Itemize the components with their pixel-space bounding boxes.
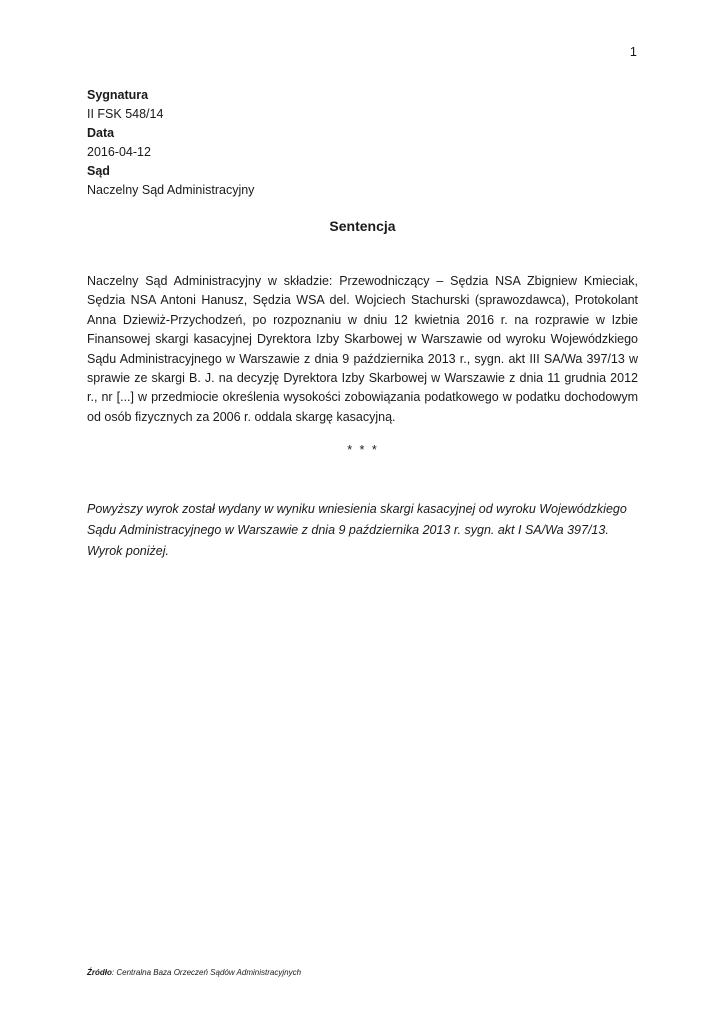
footer-label: Źródło — [87, 968, 112, 977]
date-label: Data — [87, 126, 115, 140]
date-value: 2016-04-12 — [87, 145, 151, 159]
source-footer — [87, 968, 301, 977]
separator: * * * — [346, 443, 379, 457]
court-label: Sąd — [87, 164, 110, 178]
signature-value: II FSK 548/14 — [87, 107, 164, 121]
note-paragraph: Powyższy wyrok został wydany w wyniku wniesienia skargi kasacyjnej od wyroku Wojewódzkiego Sądu Administracyjnego w Warszawie z dnia 9 października 2013 r. sygn. akt I SA/Wa 397/13. Wyrok poniżej. — [87, 502, 627, 558]
sentence-paragraph: Naczelny Sąd Administracyjny w składzie: Przewodniczący – Sędzia NSA Zbigniew Kmieciak, Sędzia NSA Antoni Hanusz, Sędzia WSA del. Wojciech Stachurski (sprawozdawca), Protokolant Anna Dziewiż-Przychodzeń, po rozpoznaniu w dniu 12 kwietnia 2016 r. na rozprawie w Izbie Finansowej skargi kasacyjnej Dyrektora Izby Skarbowej w Warszawie od wyroku Wojewódzkiego Sądu Administracyjnego w Warszawie z dnia 9 października 2013 r., sygn. akt III SA/Wa 397/13 w sprawie ze skargi B. J. na decyzję Dyrektora Izby Skarbowej w Warszawie z dnia 11 grudnia 2012 r., nr [...] w przedmiocie określenia wysokości zobowiązania podatkowego w podatku dochodowym od osób fizycznych za 2006 r. oddala skargę kasacyjną. — [87, 274, 638, 424]
case-metadata — [87, 86, 254, 200]
signature-label: Sygnatura — [87, 88, 149, 102]
court-value: Naczelny Sąd Administracyjny — [87, 183, 255, 197]
section-heading: Sentencja — [329, 218, 396, 234]
footer-text: : Centralna Baza Orzeczeń Sądów Administracyjnych — [111, 968, 302, 977]
page-number: 1 — [629, 44, 637, 59]
